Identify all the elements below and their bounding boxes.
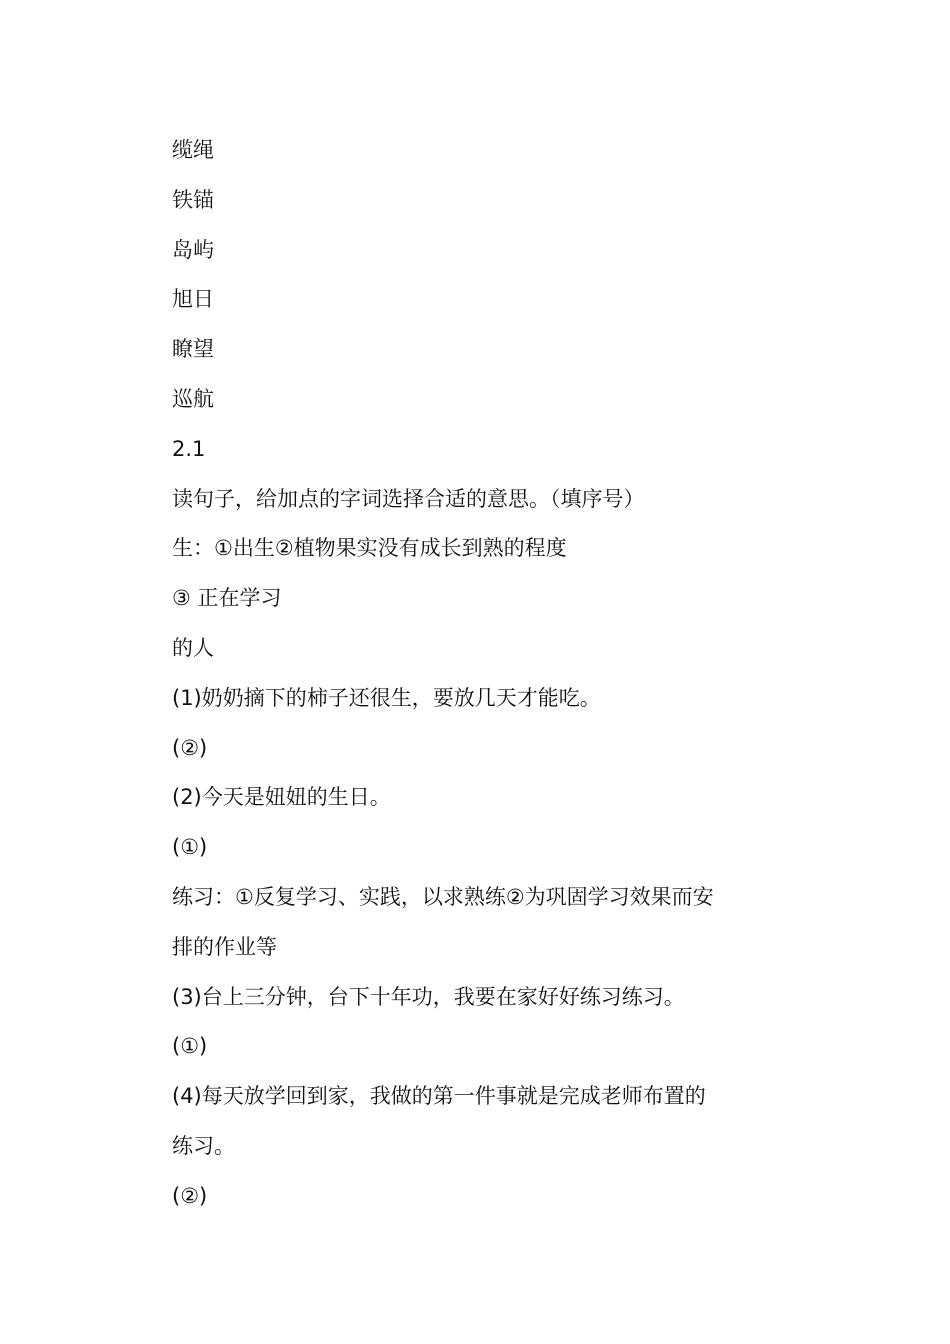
definition-line: 排的作业等 [172, 934, 277, 959]
definition-line: 生：①出生②植物果实没有成长到熟的程度 [172, 536, 567, 561]
example-sentence: 练习。 [172, 1133, 235, 1158]
vocab-word: 缆绳 [172, 138, 214, 162]
document-body [172, 126, 772, 1222]
answer-line: (①) [172, 835, 208, 860]
answer-line: (②) [172, 1183, 208, 1208]
vocab-word: 旭日 [172, 287, 214, 312]
question-instruction: 读句子，给加点的字词选择合适的意思。（填序号） [172, 486, 645, 511]
example-sentence: (3)台上三分钟，台下十年功，我要在家好好练习练习。 [172, 984, 685, 1009]
vocab-word: 岛屿 [172, 237, 214, 262]
example-sentence: (4)每天放学回到家，我做的第一件事就是完成老师布置的 [172, 1084, 706, 1109]
example-sentence: (2)今天是妞妞的生日。 [172, 785, 391, 810]
definition-line: ③ 正在学习 [172, 586, 282, 611]
definition-line: 的人 [172, 635, 214, 660]
vocab-word: 铁锚 [172, 187, 214, 212]
definition-line: 练习：①反复学习、实践，以求熟练②为巩固学习效果而安 [172, 884, 714, 909]
example-sentence: (1)奶奶摘下的柿子还很生，要放几天才能吃。 [172, 685, 601, 710]
vocab-word: 瞭望 [172, 337, 214, 362]
answer-line: (①) [172, 1034, 208, 1059]
answer-line: (②) [172, 735, 208, 760]
section-number: 2.1 [172, 436, 206, 461]
vocab-word: 巡航 [172, 386, 214, 411]
